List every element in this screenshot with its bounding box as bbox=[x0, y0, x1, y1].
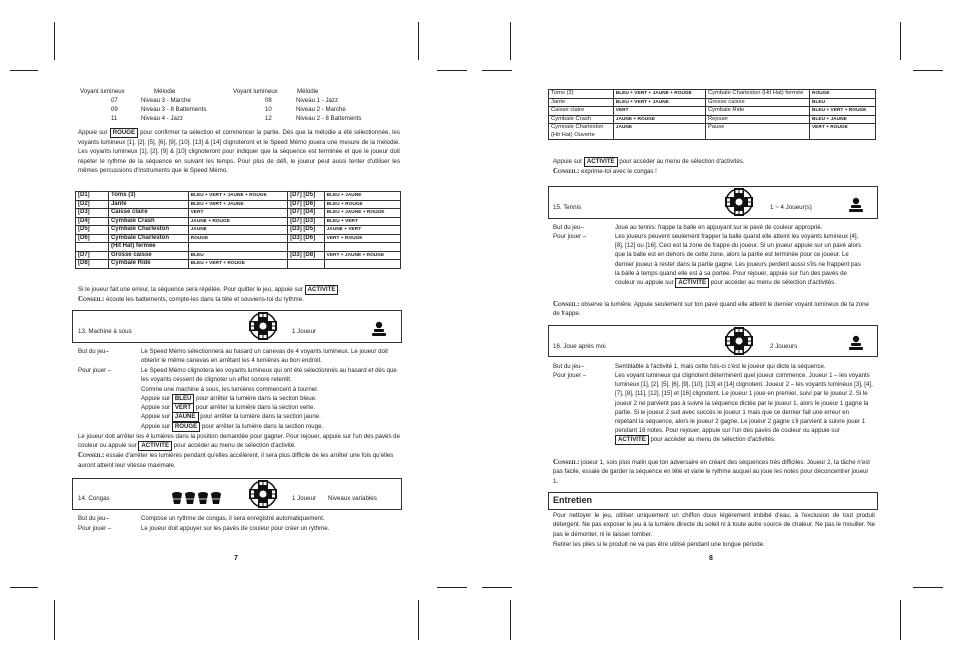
activity-15-players: 1 ~ 4 Joueur(s) bbox=[770, 204, 812, 211]
activity-13-box bbox=[72, 310, 402, 343]
table-cell: Cymnale Charleston (Hit Hat) Ouverte bbox=[549, 124, 614, 140]
table-cell bbox=[76, 243, 109, 252]
table-cell: Caisse claire bbox=[549, 107, 614, 116]
page-number: 7 bbox=[234, 555, 238, 562]
player-pawn-icon bbox=[848, 335, 864, 351]
activity-16-players: 2 Joueurs bbox=[770, 343, 798, 350]
table-cell: Grosse caisse bbox=[108, 251, 188, 260]
activity-14-players: 1 Joueur bbox=[292, 495, 317, 502]
activity-13-title: 13. Machine à sous bbox=[78, 328, 132, 335]
error-paragraph: Si le joueur fait une erreur, la séquence sera répétée. Pour quitter le jeu, appuie sur ACTIVITÉ . Conseil: écoute les battements, compte-les dans ta tête et souviens-toi du rythme. bbox=[78, 286, 341, 303]
activity-16-title: 16. Joue après moi bbox=[553, 343, 606, 350]
table-row bbox=[76, 200, 401, 209]
table-cell: [D7] [D4] bbox=[288, 209, 325, 218]
table-cell: Cymbale Charleston bbox=[108, 234, 188, 243]
pour-label: Pour jouer – bbox=[553, 372, 587, 379]
table-cell: (Hit Hat) fermée bbox=[108, 243, 188, 252]
vert-button[interactable]: VERT bbox=[172, 403, 194, 413]
levels-header-melodie-2: Mélodie bbox=[297, 88, 319, 95]
speed-memo-device-icon bbox=[249, 312, 277, 340]
but-label: But du jeu– bbox=[78, 348, 109, 355]
level-melody: Niveau 3 - 8 Battements bbox=[141, 106, 207, 113]
activity-15-goal: Joue au tennis: frappe la balle en appuyant sur le pavé de couleur approprié. bbox=[615, 224, 823, 231]
speed-memo-device-icon bbox=[249, 480, 277, 508]
table-cell: Cymbale Ride bbox=[705, 107, 809, 116]
table-cell: Cymbale Crash bbox=[108, 217, 188, 226]
table-row bbox=[76, 251, 401, 260]
activity-13-howto: Le Speed Mémo clignotera les voyants lumineux qui ont été sélectionnés au hasard et dès que les voyants cessent de clignoter un effet sonore retentit. bbox=[141, 367, 397, 384]
but-label: But du jeu– bbox=[78, 515, 109, 522]
table-row bbox=[76, 226, 401, 235]
table-cell: ROUGE bbox=[809, 90, 875, 99]
conseil-label: Conseil: bbox=[553, 167, 580, 175]
but-label: But du jeu– bbox=[553, 224, 584, 231]
table-cell: BLEU bbox=[188, 251, 287, 260]
stop-buttons-list: Appuie sur BLEU pour arrêter la lumière dans la section bleue. Appuie sur VERT pour arrêter la lumière dans la section verte. Appuie sur JAUNE pour arrêter la lumière dans la section jaune. Appuie sur ROUGE pour arrêter la lumière dans la section rouge. bbox=[141, 395, 324, 430]
congas-drums-icon bbox=[171, 491, 223, 505]
table-cell: Cymbale Charleston bbox=[108, 226, 188, 235]
activite-button[interactable]: ACTIVITÉ bbox=[675, 278, 709, 288]
table-cell: [D7] [D6] bbox=[288, 200, 325, 209]
table-cell: [D1] bbox=[76, 192, 109, 201]
activity-14-howto: Le joueur doit appuyer sur les pavés de couleur pour créer un rythme. bbox=[141, 525, 330, 532]
table-cell: [D5] bbox=[76, 226, 109, 235]
table-row bbox=[76, 260, 401, 269]
level-melody: Niveau 4 - Jazz bbox=[141, 115, 183, 122]
table-cell: [D3] [D8] bbox=[288, 251, 325, 260]
table-cell: BLEU + VERT + JAUNE + ROUGE bbox=[613, 90, 705, 99]
table-row bbox=[76, 243, 401, 252]
table-cell: BLEU + VERT + JAUNE bbox=[613, 98, 705, 107]
pour-label: Pour jouer – bbox=[78, 525, 112, 532]
table-cell: [D3] [D5] bbox=[288, 226, 325, 235]
level-number: 09 bbox=[111, 106, 118, 113]
activity-16-box bbox=[548, 325, 878, 357]
table-cell: BLEU + VERT + ROUGE bbox=[188, 260, 287, 269]
page-number: 8 bbox=[709, 555, 713, 562]
levels-header-voyant-2: Voyant lumineux bbox=[233, 88, 278, 95]
pour-label: Pour jouer – bbox=[553, 233, 587, 240]
conseil-label: Conseil: bbox=[553, 300, 580, 308]
table-row bbox=[549, 90, 876, 99]
table-cell: Cymbale Ride bbox=[108, 260, 188, 269]
table-row bbox=[76, 217, 401, 226]
table-cell: Jante bbox=[549, 98, 614, 107]
bleu-button[interactable]: BLEU bbox=[172, 394, 195, 404]
table-row bbox=[549, 115, 876, 124]
table-cell bbox=[324, 260, 400, 269]
conseil-tennis: Conseil: observe la lumière. Appuie seulement sur ton pavé quand elle atteint le dernier voyant lumineux de ta zone de frappe. bbox=[553, 300, 869, 318]
table-cell: BLEU + JAUNE + ROUGE bbox=[324, 209, 400, 218]
activity-13-players: 1 Joueur bbox=[292, 328, 317, 335]
table-cell: Toms (3) bbox=[549, 90, 614, 99]
table-cell: BLEU bbox=[809, 98, 875, 107]
table-cell: Cymbale Charleston (Hit Hat) fermée bbox=[705, 90, 809, 99]
table-cell: VERT + ROUGE bbox=[324, 234, 400, 243]
table-row bbox=[76, 234, 401, 243]
table-cell: JAUNE bbox=[188, 226, 287, 235]
table-cell: BLEU + ROUGE bbox=[324, 200, 400, 209]
conseil-joue-apres-moi: Conseil: joueur 1, sois plus malin que ton adversaire en créant des séquences très difficiles. Joueur 2, ta tâche n'est pas facile, essaie de garder la séquence en tête et varie le rythme auquel au joue les notes pour déconcentrer joueur 1. bbox=[553, 458, 870, 485]
activity-14-goal: Compose un rythme de congas, il sera enregistré automatiquement. bbox=[141, 515, 325, 522]
activite-button[interactable]: ACTIVITÉ bbox=[615, 435, 649, 445]
table-cell: BLEU + VERT + ROUGE bbox=[809, 107, 875, 116]
intro-paragraph: Appuie sur ACTIVITÉ pour accéder au menu de sélection d'activités. Conseil: exprime-toi avec le congas ! bbox=[553, 158, 745, 175]
level-melody: Niveau 1 - Jazz bbox=[296, 97, 338, 104]
table-cell: JAUNE + ROUGE bbox=[188, 217, 287, 226]
jaune-button[interactable]: JAUNE bbox=[172, 412, 199, 422]
table-row bbox=[549, 98, 876, 107]
table-cell: BLEU + JAUNE bbox=[324, 192, 400, 201]
player-pawn-icon bbox=[371, 321, 387, 337]
level-number: 10 bbox=[265, 106, 272, 113]
table-cell: Cymbale Crash bbox=[549, 115, 614, 124]
rouge-button[interactable]: ROUGE bbox=[172, 422, 200, 432]
activity-13-goal: Le Speed Mémo sélectionnera au hasard un canevas de 4 voyants lumineux. Le joueur doit obtenir le même canevas en arrêtant les 4 lumières au bon endroit. bbox=[141, 348, 388, 365]
entretien-heading-box bbox=[548, 492, 878, 510]
level-number: 07 bbox=[111, 97, 118, 104]
table-cell: ROUGE bbox=[188, 234, 287, 243]
activite-button[interactable]: ACTIVITÉ bbox=[584, 157, 618, 167]
table-cell: [D3] [D6] bbox=[288, 234, 325, 243]
table-cell bbox=[288, 260, 325, 269]
activite-button[interactable]: ACTIVITÉ bbox=[305, 285, 339, 295]
table-row bbox=[549, 107, 876, 116]
activity-14-box bbox=[72, 478, 402, 510]
level-melody: Niveau 2 - 8 Battements bbox=[296, 115, 362, 122]
speed-memo-device-icon bbox=[725, 327, 753, 355]
table-cell: VERT + ROUGE bbox=[809, 124, 875, 140]
table-cell bbox=[288, 243, 325, 252]
table-cell: BLEU + VERT + JAUNE + ROUGE bbox=[188, 192, 287, 201]
levels-header-melodie: Mélodie bbox=[154, 88, 176, 95]
activity-14-title: 14. Congas bbox=[78, 495, 110, 502]
activity-16-howto: Les voyant lumineux qui clignotent déterminent quel joueur commence. Joueur 1 – les voyants lumineux [1], [2], [5], [6], [9], [10], [13] et [14] clignotent. Joueur 2 – les voyants lumineux [3], [4], [7], [8], [11], [12], [15] et [16] clignotent. Le joueur 1 joue en premier, suivi par le joueur 2. Si le joueur 2 ne parvient pas à suivre la séquence dictée par le joueur 1, alors le joueur 1 gagne la partie. Si le joueur 2 suit avec succès le joueur 1 mais que ce dernier fait une erreur en répétant la séquence, alors le joueur 2 gagne. Le joueur 2 gagne s'il parvient à suivre jouer 1 pendant 16 notes. Pour rejouer, appuie sur l'un des pavés de couleur ou appuie sur ACTIVITÉ pour accéder au menu de sélection d'activités. bbox=[615, 372, 873, 444]
table-cell: Jante bbox=[108, 200, 188, 209]
table-cell: BLEU + VERT bbox=[324, 217, 400, 226]
level-number: 12 bbox=[265, 115, 272, 122]
levels-header-voyant: Voyant lumineux bbox=[80, 88, 125, 95]
table-row bbox=[549, 124, 876, 140]
pour-label: Pour jouer – bbox=[78, 367, 112, 374]
table-cell: [D8] bbox=[76, 260, 109, 269]
activity-15-box bbox=[548, 186, 878, 219]
table-cell: [D4] bbox=[76, 217, 109, 226]
drum-combination-table bbox=[75, 191, 401, 269]
but-label: But du jeu– bbox=[553, 363, 584, 370]
table-row bbox=[76, 192, 401, 201]
entretien-batteries: Retirer les piles si le produit ne va pas être utilisé pendant une longue période. bbox=[553, 541, 765, 548]
level-number: 08 bbox=[265, 97, 272, 104]
table-cell: JAUNE + VERT bbox=[324, 226, 400, 235]
drum-combination-table bbox=[548, 89, 876, 140]
table-cell: VERT + JAUNE + ROUGE bbox=[324, 251, 400, 260]
activity-15-howto: Les joueurs peuvent seulement frapper la balle quand elle atteint les voyants lumineux [4], [8], [12] ou [16]. Ceci est la zone de frappe du joueur. Si un joueur appuie sur un pavé alors que la balle est en dehors de cette zone, alors la partie est terminée pour ce joueur. Le dernier joueur à rester dans la partie gagne. Les joueurs perdent aussi s'ils ne frappent pas la balle à temps quand elle est à sa portée. Pour rejouer, appuie sur l'un des pavés de couleur ou appuie sur ACTIVITÉ pour accéder au menu de sélection d'activités. bbox=[615, 233, 861, 287]
player-pawn-icon bbox=[848, 197, 864, 213]
level-number: 11 bbox=[111, 115, 118, 122]
table-cell: Grosse caisse bbox=[705, 98, 809, 107]
table-cell bbox=[188, 243, 287, 252]
table-cell: [D7] bbox=[76, 251, 109, 260]
table-cell: VERT bbox=[613, 107, 705, 116]
table-cell: Rejouer bbox=[705, 115, 809, 124]
table-cell: [D6] bbox=[76, 234, 109, 243]
table-cell: [D2] bbox=[76, 200, 109, 209]
rouge-button[interactable]: ROUGE bbox=[110, 128, 138, 138]
activity-15-title: 15. Tennis bbox=[553, 204, 582, 211]
table-cell bbox=[324, 243, 400, 252]
activity-16-goal: Semblable à l'activité 1, mais cette fois-ci c'est le joueur qui dicte la séquence. bbox=[615, 363, 826, 370]
table-cell: [D7] [D5] bbox=[288, 192, 325, 201]
activity-13-end: Le joueur doit arrêter les 4 lumières dans la position demandée pour gagner. Pour rejouer, appuie sur l'un des pavés de couleur ou appuie sur ACTIVITÉ pour accéder au menu de sélection d'activité. Conseil: essaie d'arrêter les lumières pendant qu'elles accélèrent, il sera plus difficile de les arrêter une fois qu'elles auront atteint leur vitesse maximale. bbox=[78, 433, 400, 469]
level-melody: Niveau 3 - Marche bbox=[141, 97, 191, 104]
table-cell: JAUNE bbox=[613, 124, 705, 140]
table-cell: VERT bbox=[188, 209, 287, 218]
conseil-label: Conseil: bbox=[553, 458, 580, 466]
table-cell: JAUNE + ROUGE bbox=[613, 115, 705, 124]
table-cell: Caisse claire bbox=[108, 209, 188, 218]
table-cell: [D3] bbox=[76, 209, 109, 218]
entretien-heading: Entretien bbox=[553, 495, 593, 505]
conseil-label: Conseil: bbox=[78, 451, 105, 460]
table-cell: Toms (3) bbox=[108, 192, 188, 201]
table-row bbox=[76, 209, 401, 218]
conseil-label: Conseil: bbox=[78, 295, 105, 303]
activity-13-step: Comme une machine à sous, les lumières commencent à tourner. bbox=[141, 386, 319, 393]
activite-button[interactable]: ACTIVITÉ bbox=[138, 441, 172, 451]
table-cell: Pause bbox=[705, 124, 809, 140]
level-melody: Niveau 2 - Marche bbox=[296, 106, 346, 113]
table-cell: [D7] [D3] bbox=[288, 217, 325, 226]
entretien-paragraph: Pour nettoyer le jeu, utiliser uniquement un chiffon doux légèrement imbibé d'eau, à l'exclusion de tout produit détergent. Ne pas exposer le jeu à la lumière directe du soleil ni à toute autre source de chaleur. Ne pas le mouiller. Ne pas le démonter, ni le laisser tomber. bbox=[553, 512, 875, 538]
speed-memo-device-icon bbox=[725, 188, 753, 216]
table-cell: BLEU + JAUNE bbox=[809, 115, 875, 124]
table-cell: BLEU + VERT + JAUNE bbox=[188, 200, 287, 209]
activity-14-levels: Niveaux variables bbox=[328, 495, 377, 502]
intro-paragraph: Appuie sur ROUGE pour confirmer ta sélection et commencer la partie. Dès que la mélodie a été sélectionnée, les voyants lumineux [1], [2], [5], [6], [9], [10], [13] & [14] clignoteront et le Speed Mémo jouera une mesure de la mélodie. Les voyants lumineux [1], [2], [9] & [10] clignoteront pour indiquer que la séquence est terminée et que le joueur doit répéter le rythme de la séquence en suivant les temps. Pour plus de défi, le joueur peut aussi tenter d'utiliser les mêmes percussions d'instruments que le Speed Mémo. bbox=[78, 129, 400, 174]
